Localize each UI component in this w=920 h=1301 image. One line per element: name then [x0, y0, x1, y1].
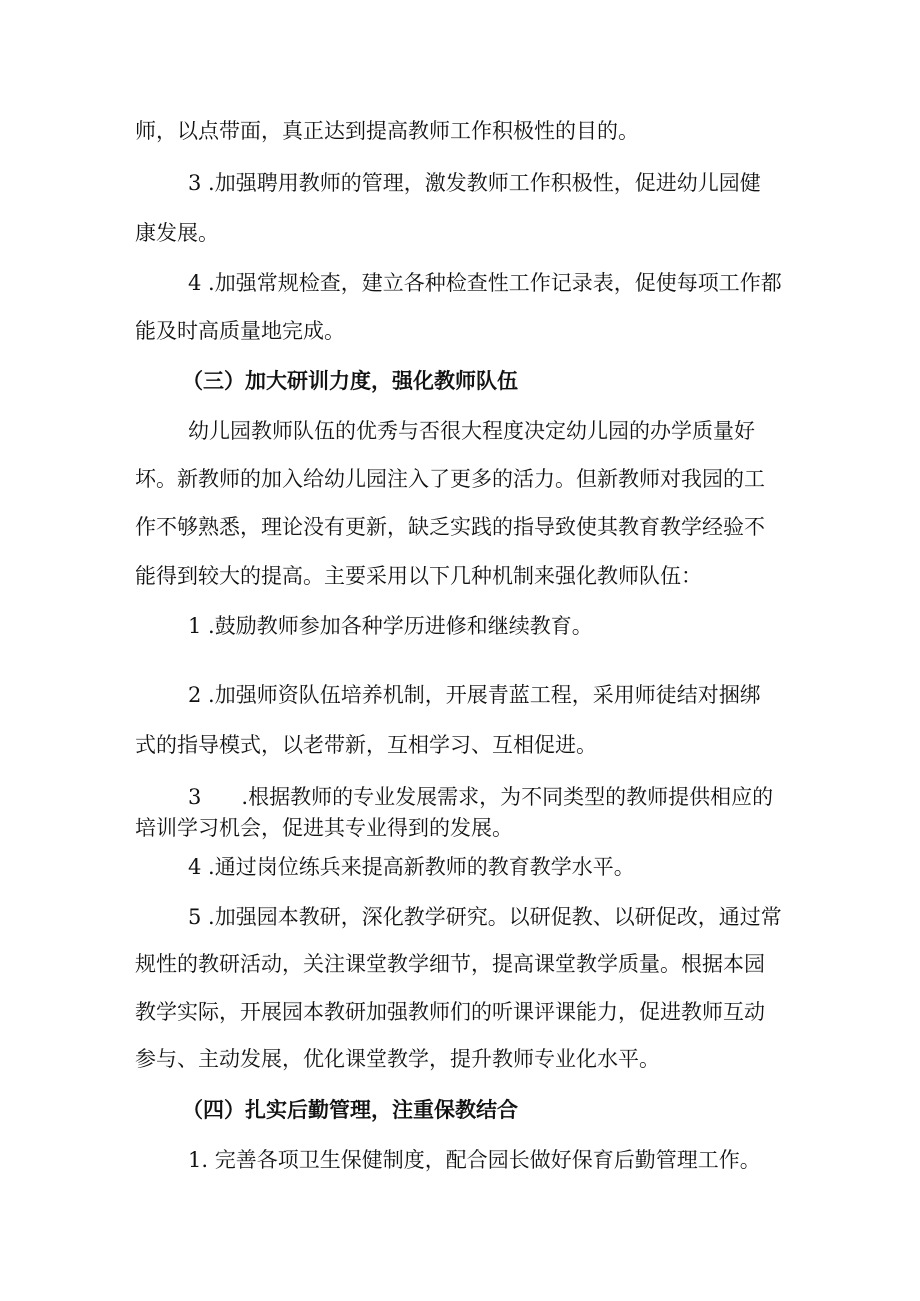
paragraph-line: 师，以点带面，真正达到提高教师工作积极性的目的。	[135, 119, 639, 143]
paragraph-line: 能得到较大的提高。主要采用以下几种机制来强化教师队伍：	[135, 564, 702, 588]
list-item-line: 1 .鼓励教师参加各种学历进修和继续教育。	[188, 614, 593, 638]
list-item-line: 教学实际，开展园本教研加强教师们的听课评课能力，促进教师互动	[135, 1000, 765, 1024]
list-item-line: 3 .根据教师的专业发展需求，为不同类型的教师提供相应的	[188, 785, 774, 809]
list-item-line: 式的指导模式，以老带新，互相学习、互相促进。	[135, 733, 597, 757]
list-item-line: 2 .加强师资队伍培养机制，开展青蓝工程，采用师徒结对捆绑	[188, 683, 761, 707]
list-item-line: 5 .加强园本教研，深化教学研究。以研促教、以研促改，通过常	[188, 905, 782, 929]
section-heading: （四）扎实后勤管理，注重保教结合	[182, 1097, 518, 1122]
list-item-line: 1. 完善各项卫生保健制度，配合园长做好保育后勤管理工作。	[188, 1148, 761, 1172]
list-item-line: 规性的教研活动，关注课堂教学细节，提高课堂教学质量。根据本园	[135, 952, 765, 976]
paragraph-line: 幼儿园教师队伍的优秀与否很大程度决定幼儿园的办学质量好	[188, 419, 755, 443]
list-item-line: 培训学习机会，促进其专业得到的发展。	[135, 816, 513, 840]
list-item-line: 4 .通过岗位练兵来提高新教师的教育教学水平。	[188, 855, 635, 879]
list-item-line: 能及时高质量地完成。	[135, 319, 345, 343]
list-item-line: 4 .加强常规检查，建立各种检查性工作记录表，促使每项工作都	[188, 271, 782, 295]
section-heading: （三）加大研训力度，强化教师队伍	[182, 368, 518, 393]
paragraph-line: 作不够熟悉，理论没有更新，缺乏实践的指导致使其教育教学经验不	[135, 515, 765, 539]
list-item-line: 参与、主动发展，优化课堂教学，提升教师专业化水平。	[135, 1047, 660, 1071]
paragraph-line: 坏。新教师的加入给幼儿园注入了更多的活力。但新教师对我园的工	[135, 467, 765, 491]
list-item-line: 康发展。	[135, 221, 219, 245]
list-item-line: 3 .加强聘用教师的管理，激发教师工作积极性，促进幼儿园健	[188, 171, 761, 195]
